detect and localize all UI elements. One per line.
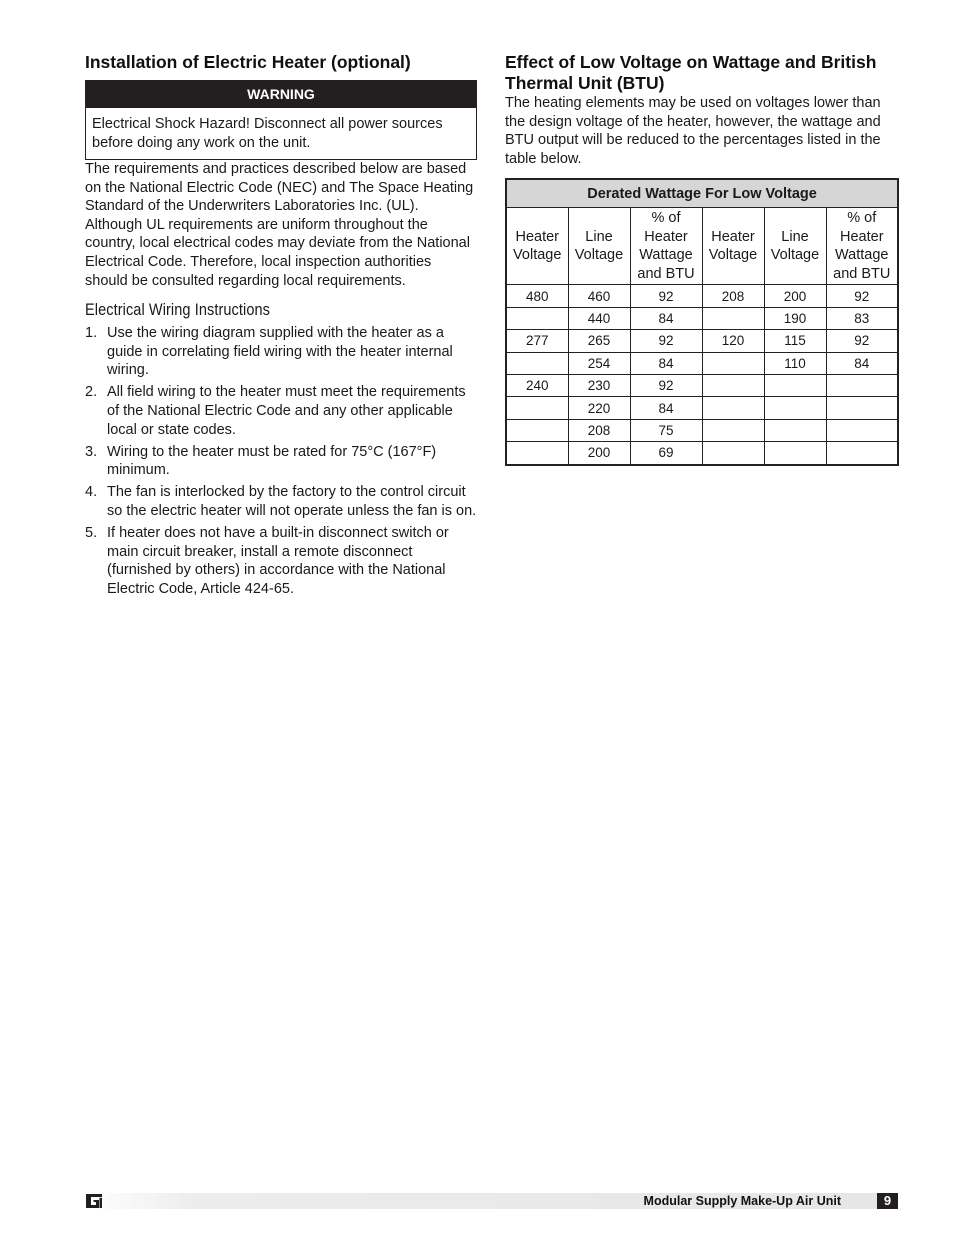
table-cell: 92 — [826, 285, 898, 307]
column-header-line: Heater — [711, 228, 755, 245]
intro-paragraph: The requirements and practices described below are based on the National Electric Code (NEC) and The Space Heating Standard of the Underwriters Laboratories Inc. (UL). Although UL requirements are uniform throughout the country, local electrical codes may deviate from the National Electrical Code. Therefore, local inspection authorities should be consulted regarding local requirements. — [85, 161, 474, 289]
step-number: 2. — [85, 384, 98, 401]
table-cell: 84 — [630, 352, 702, 374]
table-cell — [702, 442, 764, 465]
table-cell — [764, 442, 826, 465]
derated-wattage-table — [505, 178, 899, 465]
column-header-line: Wattage — [639, 247, 693, 264]
column-header — [702, 208, 764, 285]
table-row — [506, 442, 898, 465]
step-text: Use the wiring diagram supplied with the heater as a guide in correlating field wiring with the heater internal wiring. — [107, 325, 453, 379]
wiring-steps-list — [85, 324, 477, 598]
step-number: 4. — [85, 484, 98, 501]
step-text: All field wiring to the heater must meet the requirements of the National Electric Code and any other applicable local or state codes. — [107, 384, 466, 438]
column-header-line: Heater — [840, 228, 884, 245]
table-title: Derated Wattage For Low Voltage — [506, 179, 898, 208]
table-cell — [506, 352, 568, 374]
column-header — [506, 208, 568, 285]
warning-text: Electrical Shock Hazard! Disconnect all power sources before doing any work on the unit. — [92, 116, 443, 151]
left-column — [85, 52, 477, 602]
column-header-line: Line — [781, 228, 809, 245]
table-cell: 240 — [506, 374, 568, 396]
column-header-line: Voltage — [574, 247, 624, 264]
table-row — [506, 419, 898, 441]
step-text: If heater does not have a built-in disconnect switch or main circuit breaker, install a remote disconnect (furnished by others) in accordance with the National Electric Code, Article 424-65. — [107, 525, 449, 597]
page-number: 9 — [877, 1193, 898, 1209]
table-cell: 230 — [568, 374, 630, 396]
wiring-step — [85, 443, 477, 480]
column-header-line: Wattage — [835, 247, 889, 264]
table-cell: 208 — [568, 419, 630, 441]
table-cell: 208 — [702, 285, 764, 307]
wiring-step — [85, 483, 477, 520]
step-text: The fan is interlocked by the factory to the control circuit so the electric heater will not operate unless the fan is on. — [107, 484, 477, 519]
table-cell: 84 — [630, 307, 702, 329]
table-cell: 200 — [764, 285, 826, 307]
column-header — [630, 208, 702, 285]
table-cell: 440 — [568, 307, 630, 329]
greenheck-logo-icon — [85, 1193, 103, 1209]
column-header — [764, 208, 826, 285]
table-cell: 92 — [630, 330, 702, 352]
table-row — [506, 307, 898, 329]
table-cell: 115 — [764, 330, 826, 352]
table-cell: 120 — [702, 330, 764, 352]
table-cell — [702, 307, 764, 329]
column-header-line: Voltage — [513, 247, 562, 264]
table-cell: 254 — [568, 352, 630, 374]
table-cell — [506, 397, 568, 419]
table-cell: 277 — [506, 330, 568, 352]
table-cell: 69 — [630, 442, 702, 465]
step-text: Wiring to the heater must be rated for 75°C (167°F) minimum. — [107, 443, 437, 479]
column-header-line: Heater — [515, 228, 560, 245]
warning-title: WARNING — [86, 81, 476, 108]
table-cell — [764, 419, 826, 441]
column-header-line: Line — [585, 228, 613, 245]
subheading-wiring-instructions: Electrical Wiring Instructions — [85, 301, 271, 320]
table-cell: 460 — [568, 285, 630, 307]
table-cell — [702, 419, 764, 441]
table-cell: 265 — [568, 330, 630, 352]
column-header-line: % of — [847, 210, 877, 227]
table-row — [506, 330, 898, 352]
column-header-line: Heater — [644, 228, 688, 245]
table-cell — [764, 397, 826, 419]
table-header-row — [506, 208, 898, 285]
table-cell: 92 — [630, 285, 702, 307]
table-cell: 200 — [568, 442, 630, 465]
step-number: 1. — [85, 325, 98, 342]
table-row — [506, 374, 898, 396]
table-cell — [826, 374, 898, 396]
column-header — [568, 208, 630, 285]
column-header — [826, 208, 898, 285]
table-cell — [506, 419, 568, 441]
column-header-line: Voltage — [708, 247, 758, 264]
table-cell: 75 — [630, 419, 702, 441]
wiring-step — [85, 383, 477, 439]
low-voltage-intro: The heating elements may be used on voltages lower than the design voltage of the heater, however, the wattage and BTU output will be reduced to the percentages listed in the table below. — [505, 95, 881, 167]
table-cell — [826, 442, 898, 465]
table-cell — [702, 397, 764, 419]
table-cell — [764, 374, 826, 396]
table-cell: 220 — [568, 397, 630, 419]
column-header-line: % of — [651, 210, 681, 227]
table-cell — [826, 419, 898, 441]
table-cell: 190 — [764, 307, 826, 329]
warning-box — [85, 80, 477, 160]
table-cell: 84 — [826, 352, 898, 374]
section-heading-low-voltage: Effect of Low Voltage on Wattage and British Thermal Unit (BTU) — [505, 52, 877, 93]
right-column — [505, 52, 899, 466]
wiring-step — [85, 324, 477, 380]
section-heading-electric-heater: Installation of Electric Heater (optional) — [85, 52, 411, 72]
table-cell — [826, 397, 898, 419]
table-cell: 92 — [826, 330, 898, 352]
table-cell: 480 — [506, 285, 568, 307]
footer-title: Modular Supply Make-Up Air Unit — [643, 1194, 841, 1208]
table-cell — [506, 442, 568, 465]
table-row — [506, 285, 898, 307]
table-row — [506, 397, 898, 419]
table-cell — [702, 352, 764, 374]
step-number: 5. — [85, 525, 98, 542]
step-number: 3. — [85, 443, 98, 460]
table-row — [506, 352, 898, 374]
wiring-step — [85, 524, 477, 598]
table-cell: 83 — [826, 307, 898, 329]
column-header-line: and BTU — [637, 265, 695, 282]
column-header-line: and BTU — [833, 265, 891, 282]
column-header-line: Voltage — [770, 247, 820, 264]
table-cell — [506, 307, 568, 329]
table-cell: 110 — [764, 352, 826, 374]
table-cell: 92 — [630, 374, 702, 396]
table-cell: 84 — [630, 397, 702, 419]
table-cell — [702, 374, 764, 396]
table-body — [506, 285, 898, 465]
